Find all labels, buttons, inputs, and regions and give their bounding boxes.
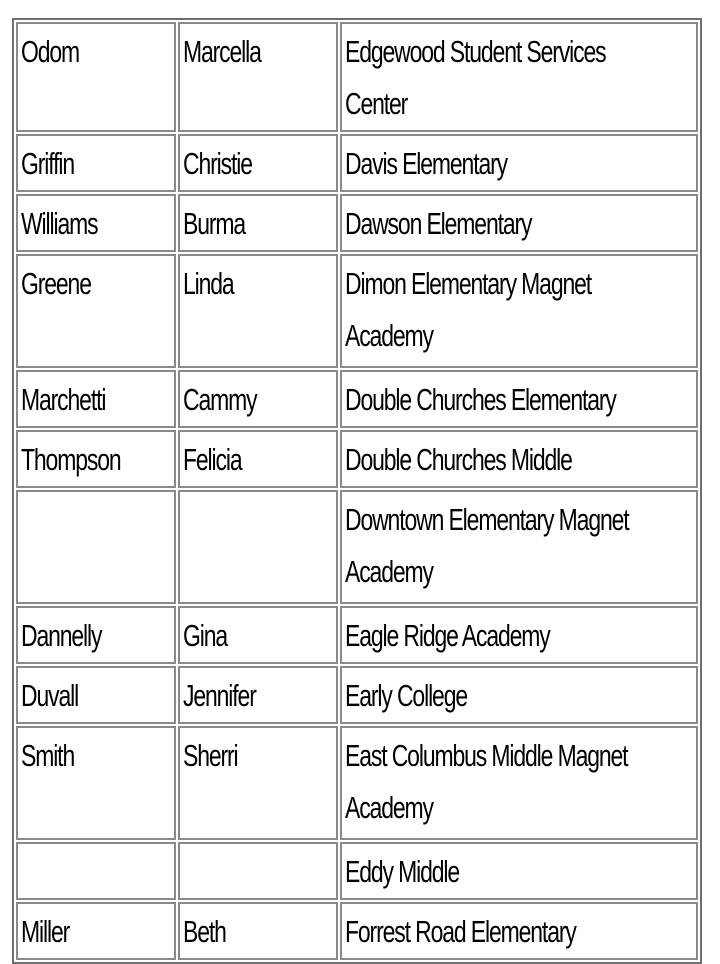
last-name-cell: Odom xyxy=(16,22,176,132)
last-name-cell: Smith xyxy=(16,726,176,840)
table-row xyxy=(16,902,698,960)
school-cell: Double Churches Middle xyxy=(340,430,698,488)
table-row xyxy=(16,430,698,488)
table-row xyxy=(16,490,698,604)
first-name-cell: Cammy xyxy=(178,370,338,428)
first-name-cell: Jennifer xyxy=(178,666,338,724)
table-row xyxy=(16,194,698,252)
school-cell: Downtown Elementary Magnet Academy xyxy=(340,490,698,604)
table-row xyxy=(16,254,698,368)
school-cell: Forrest Road Elementary xyxy=(340,902,698,960)
last-name-cell: Greene xyxy=(16,254,176,368)
last-name-cell: Dannelly xyxy=(16,606,176,664)
school-cell: Dawson Elementary xyxy=(340,194,698,252)
last-name-cell xyxy=(16,842,176,900)
table-row xyxy=(16,726,698,840)
school-contact-table xyxy=(12,18,702,964)
roster-sheet xyxy=(12,18,702,964)
table-row xyxy=(16,134,698,192)
table-row xyxy=(16,666,698,724)
first-name-cell: Christie xyxy=(178,134,338,192)
first-name-cell: Gina xyxy=(178,606,338,664)
table-row xyxy=(16,606,698,664)
table-row xyxy=(16,842,698,900)
first-name-cell xyxy=(178,842,338,900)
school-cell: Eddy Middle xyxy=(340,842,698,900)
school-cell: Dimon Elementary Magnet Academy xyxy=(340,254,698,368)
table-row xyxy=(16,22,698,132)
last-name-cell: Williams xyxy=(16,194,176,252)
last-name-cell: Miller xyxy=(16,902,176,960)
last-name-cell: Thompson xyxy=(16,430,176,488)
last-name-cell: Marchetti xyxy=(16,370,176,428)
last-name-cell: Griffin xyxy=(16,134,176,192)
first-name-cell: Burma xyxy=(178,194,338,252)
first-name-cell: Beth xyxy=(178,902,338,960)
school-cell: Eagle Ridge Academy xyxy=(340,606,698,664)
last-name-cell xyxy=(16,490,176,604)
school-cell: Early College xyxy=(340,666,698,724)
first-name-cell: Sherri xyxy=(178,726,338,840)
first-name-cell: Marcella xyxy=(178,22,338,132)
first-name-cell: Felicia xyxy=(178,430,338,488)
table-row xyxy=(16,370,698,428)
school-cell: East Columbus Middle Magnet Academy xyxy=(340,726,698,840)
school-cell: Double Churches Elementary xyxy=(340,370,698,428)
last-name-cell: Duvall xyxy=(16,666,176,724)
school-cell: Davis Elementary xyxy=(340,134,698,192)
first-name-cell: Linda xyxy=(178,254,338,368)
first-name-cell xyxy=(178,490,338,604)
school-cell: Edgewood Student Services Center xyxy=(340,22,698,132)
